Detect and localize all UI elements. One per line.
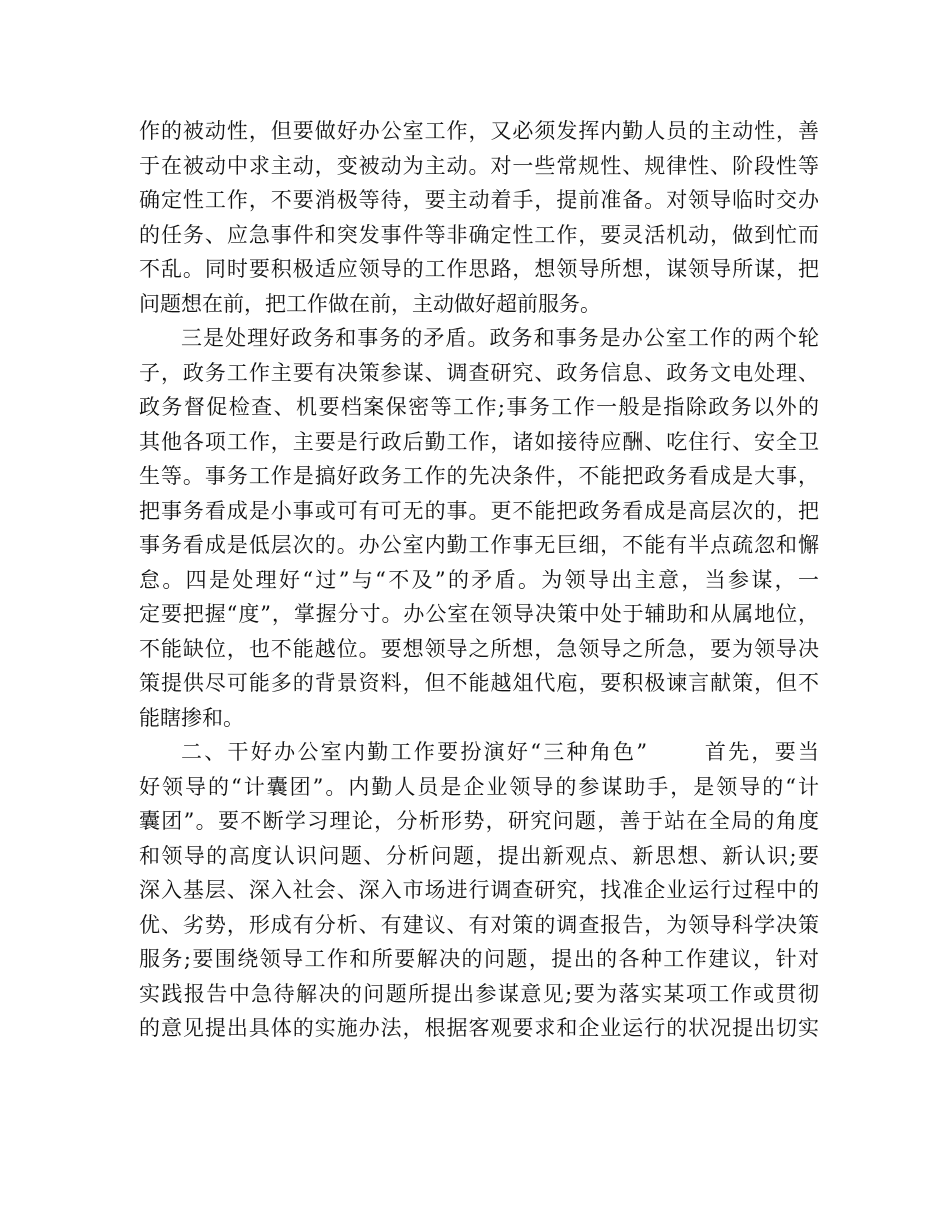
text-line: 确定性工作，不要消极等待，要主动着手，提前准备。对领导临时交办 <box>139 188 819 212</box>
text-line: 实践报告中急待解决的问题所提出参谋意见;要为落实某项工作或贯彻 <box>139 981 819 1006</box>
text-line: 深入基层、深入社会、深入市场进行调查研究，找准企业运行过程中的 <box>139 878 819 902</box>
text-line: 把事务看成是小事或可有可无的事。更不能把政务看成是高层次的，把 <box>139 498 819 523</box>
text-line: 囊团”。要不断学习理论，分析形势，研究问题，善于站在全局的角度 <box>139 809 819 833</box>
text-line: 于在被动中求主动，变被动为主动。对一些常规性、规律性、阶段性等 <box>139 153 819 178</box>
text-line: 服务;要围绕领导工作和所要解决的问题，提出的各种工作建议，针对 <box>139 947 819 971</box>
text-line: 的意见提出具体的实施办法，根据客观要求和企业运行的状况提出切实 <box>139 1016 819 1040</box>
text-line: 和领导的高度认识问题、分析问题，提出新观点、新思想、新认识;要 <box>139 843 819 868</box>
text-line: 策提供尽可能多的背景资料，但不能越俎代庖，要积极谏言献策，但不 <box>139 671 819 695</box>
text-line: 其他各项工作，主要是行政后勤工作，诸如接待应酬、吃住行、安全卫 <box>139 429 819 454</box>
text-line: 事务看成是低层次的。办公室内勤工作事无巨细，不能有半点疏忽和懈 <box>139 533 819 557</box>
text-line: 的任务、应急事件和突发事件等非确定性工作，要灵活机动，做到忙而 <box>139 222 819 247</box>
text-line: 优、劣势，形成有分析、有建议、有对策的调查报告，为领导科学决策 <box>139 912 819 937</box>
text-line: 生等。事务工作是搞好政务工作的先决条件，不能把政务看成是大事， <box>139 464 819 488</box>
text-line: 不乱。同时要积极适应领导的工作思路，想领导所想，谋领导所谋，把 <box>139 257 819 281</box>
text-line: 问题想在前，把工作做在前，主动做好超前服务。 <box>139 291 601 316</box>
text-line: 怠。四是处理好“过”与“不及”的矛盾。为领导出主意，当参谋，一 <box>139 567 819 592</box>
text-line: 好领导的“计囊团”。内勤人员是企业领导的参谋助手，是领导的“计 <box>139 774 819 799</box>
text-line: 政务督促检查、机要档案保密等工作;事务工作一般是指除政务以外的 <box>139 395 819 419</box>
text-line: 子，政务工作主要有决策参谋、调查研究、政务信息、政务文电处理、 <box>139 360 819 385</box>
text-line: 不能缺位，也不能越位。要想领导之所想，急领导之所急，要为领导决 <box>139 636 819 661</box>
text-line: 作的被动性，但要做好办公室工作，又必须发挥内勤人员的主动性，善 <box>139 119 819 143</box>
body-text <box>139 114 819 1046</box>
text-line: 三是处理好政务和事务的矛盾。政务和事务是办公室工作的两个轮 <box>181 326 819 350</box>
text-line: 定要把握“度”，掌握分寸。办公室在领导决策中处于辅助和从属地位， <box>139 602 819 626</box>
text-line: 能瞎掺和。 <box>139 705 244 730</box>
text-line: 二、干好办公室内勤工作要扮演好“三种角色” 首先，要当 <box>181 740 819 764</box>
